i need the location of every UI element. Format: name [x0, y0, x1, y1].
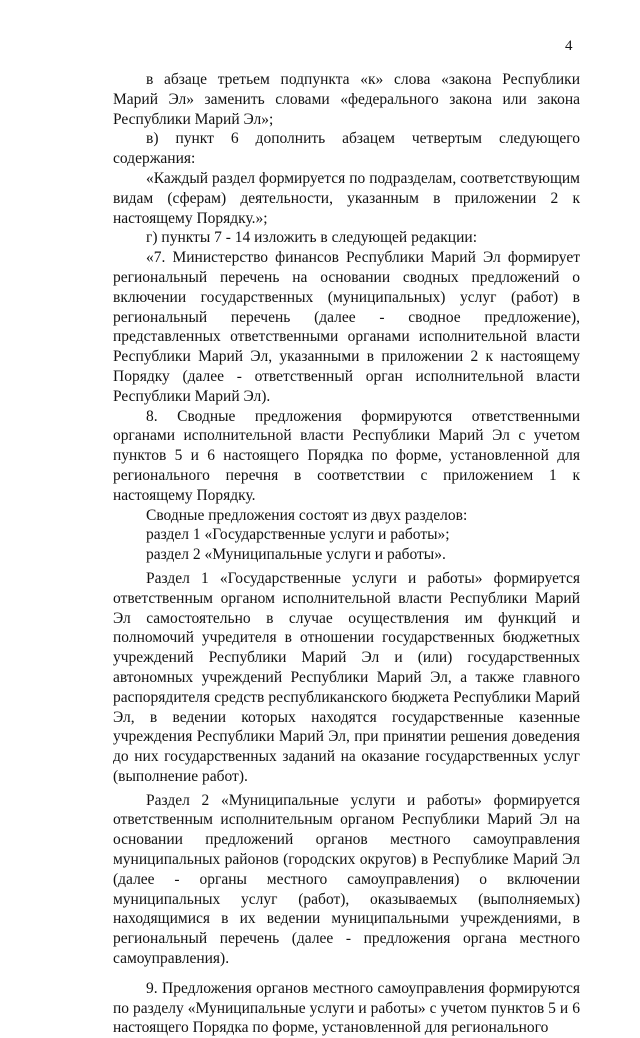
paragraph-section-1-desc: Раздел 1 «Государственные услуги и работы» формируется ответственным органом исполнительной власти Республики Марий Эл самостоятельно в случае осуществления им функций и полномочий учредителя в отношении государственных бюджетных учреждений Республики Марий Эл и (или) государственных автономных учреждений Республики Марий Эл, а также главного распорядителя средств республиканского бюджета Республики Марий Эл, в ведении которых находятся государственные казенные учреждения Республики Марий Эл, при принятии решения доведения до них государственных заданий на оказание государственных услуг (выполнение работ). [113, 569, 580, 785]
paragraph-point-9: 9. Предложения органов местного самоуправления формируются по разделу «Муниципальные услуги и работы» с учетом пунктов 5 и 6 настоящего Порядка по форме, установленной для регионального [113, 979, 580, 1037]
paragraph-section-2-desc: Раздел 2 «Муниципальные услуги и работы» формируется ответственным исполнительным органом Республики Марий Эл на основании предложений органов местного самоуправления муниципальных районов (городских округов) в Республике Марий Эл (далее - органы местного самоуправления) о включении муниципальных услуг (работ), оказываемых (выполняемых) находящимися в их ведении муниципальными учреждениями, в региональный перечень (далее - предложения органа местного самоуправления). [113, 791, 580, 968]
paragraph-item-v: в) пункт 6 дополнить абзацем четвертым следующего содержания: [113, 130, 580, 168]
page-number: 4 [565, 38, 573, 54]
paragraph-section-1-title: раздел 1 «Государственные услуги и работы»; [146, 526, 450, 544]
paragraph-item-g: г) пункты 7 - 14 изложить в следующей редакции: [146, 229, 477, 247]
paragraph-quote-sections: «Каждый раздел формируется по подразделам, соответствующим видам (сферам) деятельности, указанным в приложении 2 к настоящему Порядку.»; [113, 169, 580, 227]
paragraph-point-7: «7. Министерство финансов Республики Марий Эл формирует региональный перечень на основании сводных предложений о включении государственных (муниципальных) услуг (работ) в региональный перечень (далее - сводное предложение), представленных ответственными органами исполнительной власти Республики Марий Эл, указанными в приложении 2 к настоящему Порядку (далее - ответственный орган исполнительной власти Республики Марий Эл). [113, 249, 580, 405]
document-body [113, 70, 580, 1038]
paragraph-point-8: 8. Сводные предложения формируются ответственными органами исполнительной власти Республики Марий Эл с учетом пунктов 5 и 6 настоящего Порядка по форме, установленной для регионального перечня в соответствии с приложением 1 к настоящему Порядку. [113, 407, 580, 504]
paragraph-two-sections: Сводные предложения состоят из двух разделов: [146, 506, 468, 524]
paragraph-subpoint-k-amendment: в абзаце третьем подпункта «к» слова «закона Республики Марий Эл» заменить словами «федерального закона или закона Республики Марий Эл»; [113, 71, 580, 128]
paragraph-section-2-title: раздел 2 «Муниципальные услуги и работы». [146, 546, 446, 564]
